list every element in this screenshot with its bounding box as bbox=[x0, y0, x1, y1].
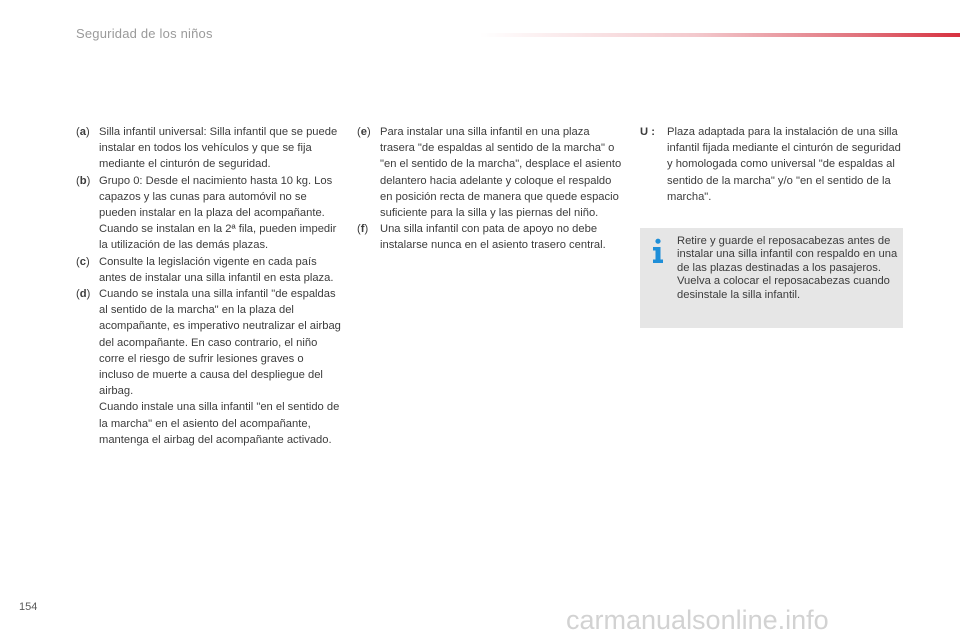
item-paragraph: Una silla infantil con pata de apoyo no debe instalarse nunca en el asiento trasero central. bbox=[380, 223, 606, 252]
item-paragraph: Cuando se instalan en la 2ª fila, pueden impedir la utilización de las demás plazas. bbox=[99, 223, 337, 252]
item-key: (d) bbox=[76, 288, 91, 301]
section-title: Seguridad de los niños bbox=[76, 26, 213, 41]
item-text: Plaza adaptada para la instalación de una silla infantil fijada mediante el cinturón de seguridad y homologada como universal "de espaldas al sentido de la marcha" y/o "en el sentido de la marcha". bbox=[667, 126, 901, 203]
info-note-box bbox=[640, 228, 903, 328]
list-item-c bbox=[76, 254, 341, 286]
item-key: (f) bbox=[357, 223, 369, 236]
item-text bbox=[380, 124, 622, 221]
note-text: Retire y guarde el reposacabezas antes de instalar una silla infantil con respaldo en una de las plazas destinadas a los pasajeros. Vuelva a colocar el reposacabezas cuando desinstale la silla infantil. bbox=[677, 235, 898, 301]
column-3 bbox=[640, 124, 905, 205]
item-paragraph: Para instalar una silla infantil en una plaza trasera "de espaldas al sentido de la marcha" o "en el sentido de la marcha", desplace el asiento delantero hacia adelante y coloque el respaldo en posición recta de manera que quede espacio suficiente para la silla y las piernas del niño. bbox=[380, 126, 622, 220]
item-paragraph: Silla infantil universal: Silla infantil que se puede instalar en todos los vehículos y que se fija mediante el cinturón de seguridad. bbox=[99, 126, 338, 171]
item-text bbox=[99, 254, 341, 286]
item-text bbox=[99, 286, 341, 448]
list-item-u bbox=[640, 124, 905, 205]
column-2 bbox=[357, 124, 622, 254]
item-paragraph: Cuando instale una silla infantil "en el sentido de la marcha" en el asiento del acompañante, mantenga el airbag del acompañante activado. bbox=[99, 401, 340, 446]
list-item-d bbox=[76, 286, 341, 448]
item-key: (c) bbox=[76, 255, 90, 268]
list-item-f bbox=[357, 221, 622, 253]
info-icon bbox=[651, 238, 665, 264]
item-paragraph: Consulte la legislación vigente en cada país antes de instalar una silla infantil en esta plaza. bbox=[99, 255, 334, 284]
item-text bbox=[99, 173, 341, 254]
item-key: (a) bbox=[76, 126, 90, 138]
watermark: carmanualsonline.info bbox=[566, 605, 829, 635]
item-text bbox=[380, 221, 622, 253]
header-accent-bar bbox=[480, 33, 960, 37]
page-number: 154 bbox=[19, 601, 38, 613]
item-text bbox=[99, 124, 341, 173]
list-item-e bbox=[357, 124, 622, 221]
item-key: (e) bbox=[357, 126, 371, 138]
item-key: U : bbox=[640, 126, 655, 138]
item-paragraph: Grupo 0: Desde el nacimiento hasta 10 kg. Los capazos y las cunas para automóvil no se pueden instalar en la plaza del acompañante. bbox=[99, 174, 333, 220]
list-item-a bbox=[76, 124, 341, 173]
item-key: (b) bbox=[76, 174, 91, 187]
item-paragraph: Cuando se instala una silla infantil "de espaldas al sentido de la marcha" en la plaza del acompañante, es imperativo neutralizar el airbag del acompañante. En caso contrario, el niño corre el riesgo de sufrir lesiones graves o incluso de muerte a causa del despliegue del airbag. bbox=[99, 288, 341, 398]
list-item-b bbox=[76, 173, 341, 254]
column-1 bbox=[76, 124, 341, 448]
